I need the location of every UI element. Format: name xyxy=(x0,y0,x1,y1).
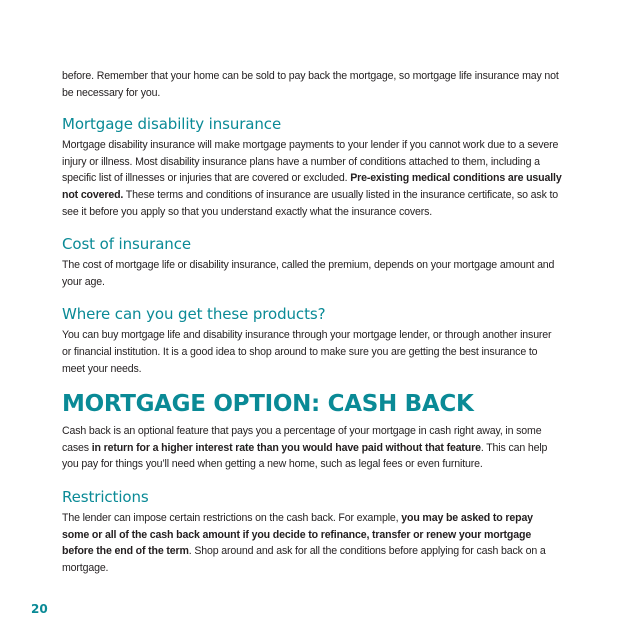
heading-cost-of-insurance: Cost of insurance xyxy=(62,235,191,254)
heading-where-to-get: Where can you get these products? xyxy=(62,305,326,324)
restrictions-paragraph xyxy=(62,510,562,576)
cash-back-paragraph xyxy=(62,423,562,473)
page-content xyxy=(62,68,562,576)
cost-paragraph: The cost of mortgage life or disability insurance, called the premium, depends on your mortgage amount and your age. xyxy=(62,259,555,288)
cash-back-bold-1: in return for a higher interest rate than you would have paid without that feature xyxy=(91,441,481,454)
restrictions-text-1: The lender can impose certain restrictions on the cash back. For example, xyxy=(62,511,402,524)
disability-text-1: Mortgage disability insurance will make mortgage payments to your lender if you cannot work due to a severe injury or illness. Most disability insurance plans have a number of conditions attached to them, including a specific list of illnesses or injuries that are covered or excluded. xyxy=(62,139,559,185)
page-number: 20 xyxy=(31,602,48,616)
heading-mortgage-disability-insurance: Mortgage disability insurance xyxy=(62,115,282,134)
disability-paragraph xyxy=(62,137,562,220)
section-title-cash-back: MORTGAGE OPTION: CASH BACK xyxy=(62,391,474,418)
cash-back-text-1: Cash back is an optional feature that pays you a percentage of your mortgage in cash right away, in some cases xyxy=(62,425,542,454)
restrictions-text-2: . Shop around and ask for all the conditions before applying for cash back on a mortgage. xyxy=(62,545,546,574)
heading-restrictions: Restrictions xyxy=(62,487,149,506)
disability-bold-1: Pre-existing medical conditions are usually not covered. xyxy=(62,172,562,201)
cash-back-text-2: . This can help you pay for things you’ll need when getting a new home, such as legal fees or even furniture. xyxy=(62,441,548,471)
where-paragraph: You can buy mortgage life and disability insurance through your mortgage lender, or through another insurer or financial institution. It is a good idea to shop around to make sure you are getting the best insurance to meet your needs. xyxy=(62,329,552,375)
disability-text-2: These terms and conditions of insurance are usually listed in the insurance certificate, so ask to see it before you apply so that you understand exactly what the insurance covers. xyxy=(62,188,559,218)
restrictions-bold-1: you may be asked to repay some or all of the cash back amount if you decide to refinance, transfer or renew your mortgage before the end of the term xyxy=(62,511,533,558)
intro-paragraph: before. Remember that your home can be sold to pay back the mortgage, so mortgage life insurance may not be necessary for you. xyxy=(62,70,559,99)
